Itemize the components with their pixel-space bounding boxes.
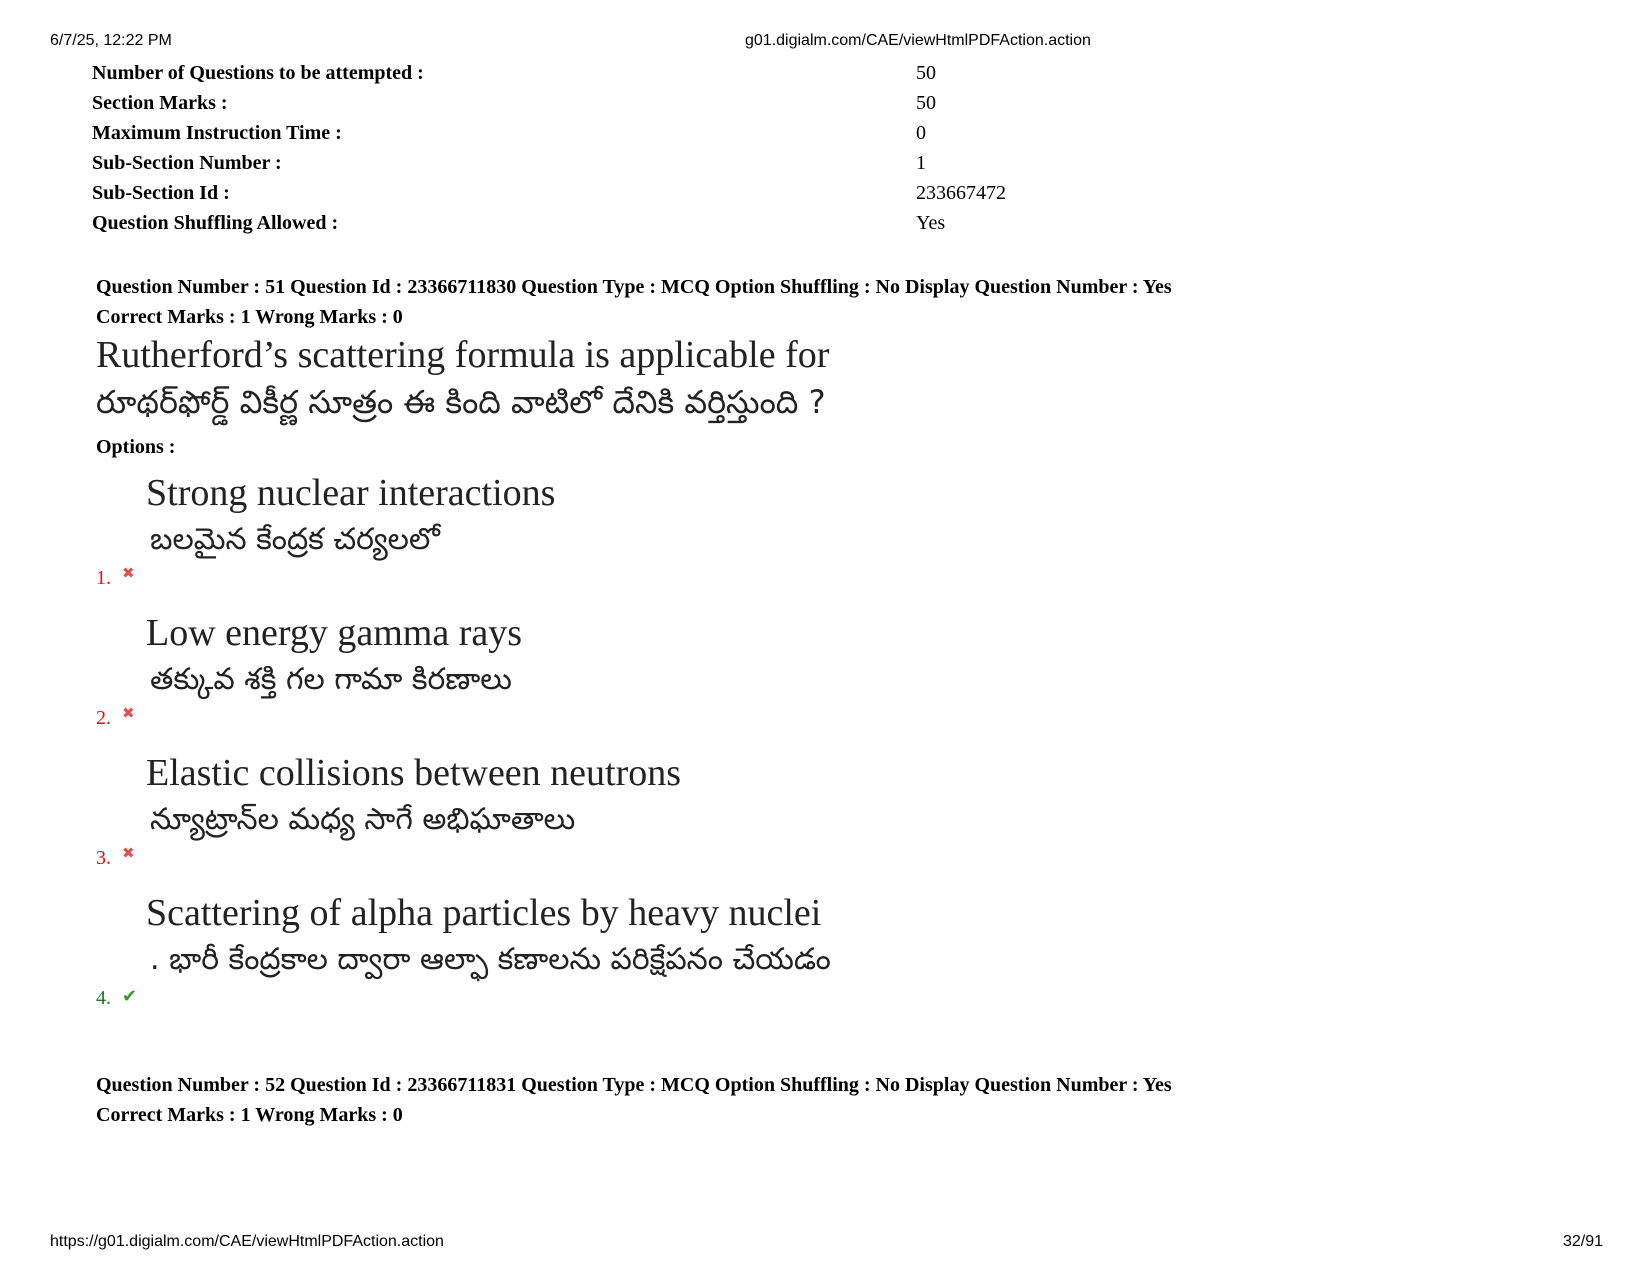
question-stem-english: Rutherford’s scattering formula is applicable for [96, 334, 830, 376]
page-number: 32/91 [1562, 1233, 1603, 1250]
option-1 [96, 470, 1096, 590]
option-3 [96, 750, 1096, 870]
question-52 [96, 1070, 1172, 1130]
meta-label: Maximum Instruction Time : [92, 121, 342, 144]
meta-row [92, 88, 1092, 118]
option-4 [96, 890, 1096, 1010]
check-icon: ✔ [122, 986, 138, 1007]
meta-label: Sub-Section Number : [92, 151, 282, 174]
meta-value: 1 [916, 151, 926, 174]
question-info: Question Number : 52 Question Id : 23366711831 Question Type : MCQ Option Shuffling : No Display Question Number : Yes [96, 1074, 1172, 1096]
question-stem-telugu: రూథర్‌ఫోర్డ్ వికీర్ణ సూత్రం ఈ కింది వాటిలో దేనికి వర్తిస్తుంది ? [96, 383, 826, 421]
meta-row [92, 148, 1092, 178]
meta-value: 50 [916, 61, 936, 84]
print-header-url: g01.digialm.com/CAE/viewHtmlPDFAction.action [745, 32, 1091, 49]
option-number: 4. [96, 987, 111, 1009]
option-text-english: Low energy gamma rays [146, 612, 523, 654]
cross-icon: ✖ [122, 564, 135, 582]
meta-value: 50 [916, 91, 936, 114]
option-text-telugu: . భారీ కేంద్రకాల ద్వారా ఆల్ఫా కణాలను పరిక్షేపనం చేయడం [150, 942, 831, 977]
print-footer-url: https://g01.digialm.com/CAE/viewHtmlPDFAction.action [50, 1233, 444, 1250]
options-heading: Options : [96, 436, 176, 458]
option-text-telugu: బలమైన కేంద్రక చర్యలలో [150, 522, 440, 557]
option-text-english: Strong nuclear interactions [146, 472, 556, 514]
meta-row [92, 178, 1092, 208]
meta-value: 233667472 [916, 181, 1006, 204]
question-info: Question Number : 51 Question Id : 23366711830 Question Type : MCQ Option Shuffling : No Display Question Number : Yes [96, 276, 1172, 298]
meta-value: Yes [916, 211, 946, 234]
meta-row [92, 208, 1092, 238]
print-datetime: 6/7/25, 12:22 PM [50, 32, 172, 49]
cross-icon: ✖ [122, 844, 135, 862]
option-text-english: Elastic collisions between neutrons [146, 752, 682, 794]
meta-value: 0 [916, 121, 926, 144]
question-51 [96, 272, 1172, 462]
option-2 [96, 610, 1096, 730]
meta-label: Number of Questions to be attempted : [92, 61, 424, 84]
question-marks: Correct Marks : 1 Wrong Marks : 0 [96, 1104, 403, 1126]
option-text-telugu: తక్కువ శక్తి గల గామా కిరణాలు [150, 662, 512, 697]
question-marks: Correct Marks : 1 Wrong Marks : 0 [96, 306, 403, 328]
option-number: 1. [96, 567, 111, 589]
meta-row [92, 118, 1092, 148]
option-text-telugu: న్యూట్రాన్‌ల మధ్య సాగే అభిఘాతాలు [150, 802, 576, 837]
cross-icon: ✖ [122, 704, 135, 722]
option-number: 3. [96, 847, 111, 869]
meta-label: Section Marks : [92, 91, 228, 114]
option-text-english: Scattering of alpha particles by heavy nuclei [146, 892, 822, 934]
option-number: 2. [96, 707, 111, 729]
meta-label: Sub-Section Id : [92, 181, 230, 204]
section-meta [92, 58, 1092, 238]
meta-row [92, 58, 1092, 88]
meta-label: Question Shuffling Allowed : [92, 211, 339, 234]
